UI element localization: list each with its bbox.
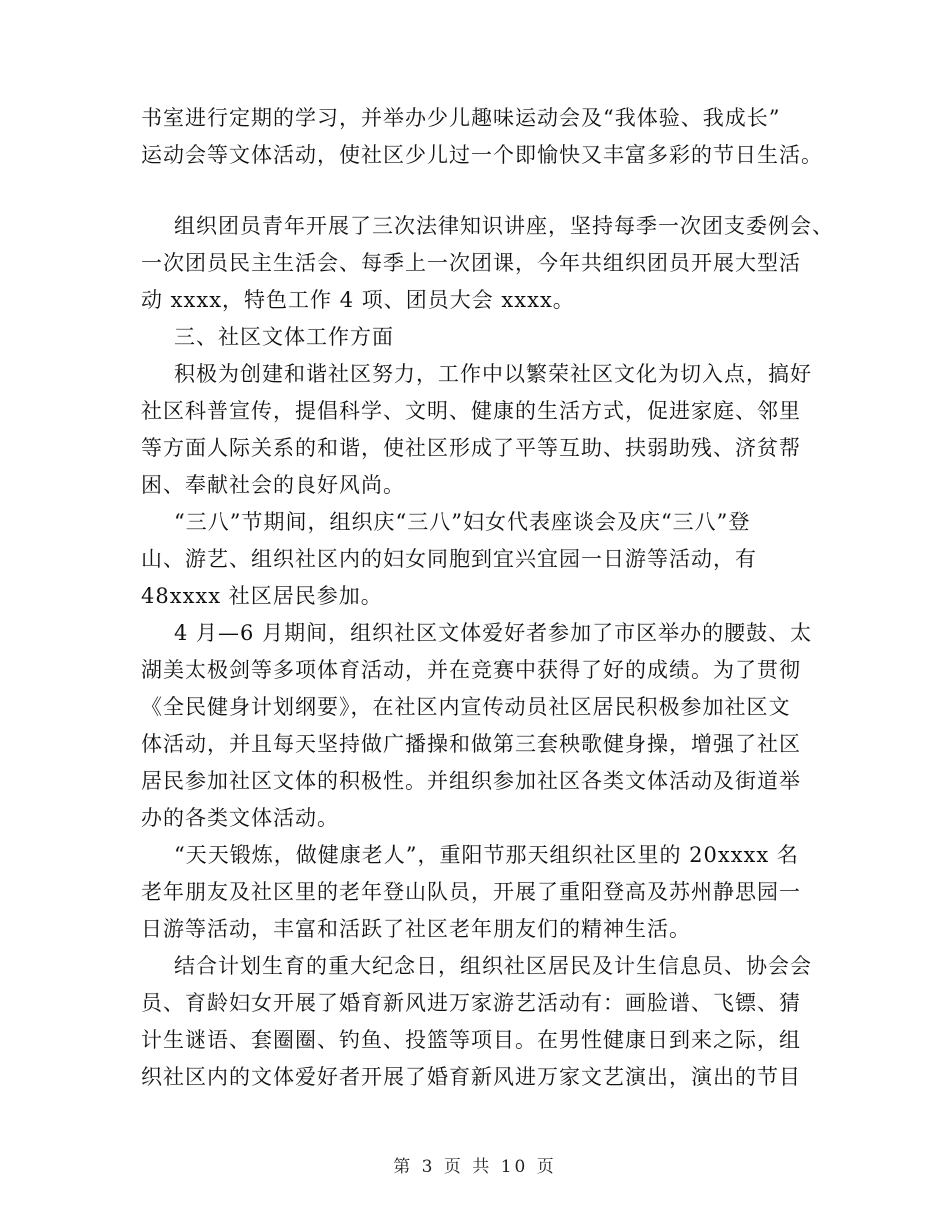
text-line: 组织团员青年开展了三次法律知识讲座，坚持每季一次团支委例会、 xyxy=(174,214,834,238)
text-line: 结合计划生育的重大纪念日，组织社区居民及计生信息员、协会会 xyxy=(174,954,812,978)
text-line: 日游等活动，丰富和活跃了社区老年朋友们的精神生活。 xyxy=(141,917,691,941)
text-line: 社区科普宣传，提倡科学、文明、健康的生活方式，促进家庭、邻里 xyxy=(141,399,801,423)
text-line: 《全民健身计划纲要》，在社区内宣传动员社区居民积极参加社区文 xyxy=(141,695,791,719)
paragraph-gap xyxy=(141,174,821,208)
text-line: 困、奉献社会的良好风尚。 xyxy=(141,473,405,497)
text-line: 积极为创建和谐社区努力，工作中以繁荣社区文化为切入点，搞好 xyxy=(174,362,812,386)
text-line: 4 月—6 月期间，组织社区文体爱好者参加了市区举办的腰鼓、太 xyxy=(174,621,813,645)
text-line: 织社区内的文体爱好者开展了婚育新风进万家文艺演出，演出的节目 xyxy=(141,1065,801,1089)
text-line: 48xxxx 社区居民参加。 xyxy=(141,584,383,608)
text-line: 山、游艺、组织社区内的妇女同胞到宜兴宜园一日游等活动，有 xyxy=(141,547,757,571)
text-line: 一次团员民主生活会、每季上一次团课，今年共组织团员开展大型活 xyxy=(141,251,801,275)
text-line: 办的各类文体活动。 xyxy=(141,806,339,830)
text-line: “三八”节期间，组织庆“三八”妇女代表座谈会及庆“三八”登 xyxy=(174,510,751,534)
text-line: 书室进行定期的学习，并举办少儿趣味运动会及“我体验、我成长” xyxy=(141,106,781,130)
text-line: 计生谜语、套圈圈、钓鱼、投篮等项目。在男性健康日到来之际，组 xyxy=(141,1028,801,1052)
text-line: 运动会等文体活动，使社区少儿过一个即愉快又丰富多彩的节日生活。 xyxy=(141,143,823,167)
text-line: 动 xxxx，特色工作 4 项、团员大会 xxxx。 xyxy=(141,288,575,312)
page-body xyxy=(141,100,834,1096)
text-line: 湖美太极剑等多项体育活动，并在竞赛中获得了好的成绩。为了贯彻 xyxy=(141,658,801,682)
text-line: 等方面人际关系的和谐，使社区形成了平等互助、扶弱助残、济贫帮 xyxy=(141,436,801,460)
text-line: 员、育龄妇女开展了婚育新风进万家游艺活动有：画脸谱、飞镖、猜 xyxy=(141,991,801,1015)
text-line: 居民参加社区文体的积极性。并组织参加社区各类文体活动及街道举 xyxy=(141,769,801,793)
text-line: “天天锻炼，做健康老人”，重阳节那天组织社区里的 20xxxx 名 xyxy=(174,843,799,867)
page-number: 第 3 页 共 10 页 xyxy=(393,1157,557,1177)
text-line: 老年朋友及社区里的老年登山队员，开展了重阳登高及苏州静思园一 xyxy=(141,880,801,904)
text-line: 体活动，并且每天坚持做广播操和做第三套秧歌健身操，增强了社区 xyxy=(141,732,801,756)
section-heading: 三、社区文体工作方面 xyxy=(174,325,394,349)
